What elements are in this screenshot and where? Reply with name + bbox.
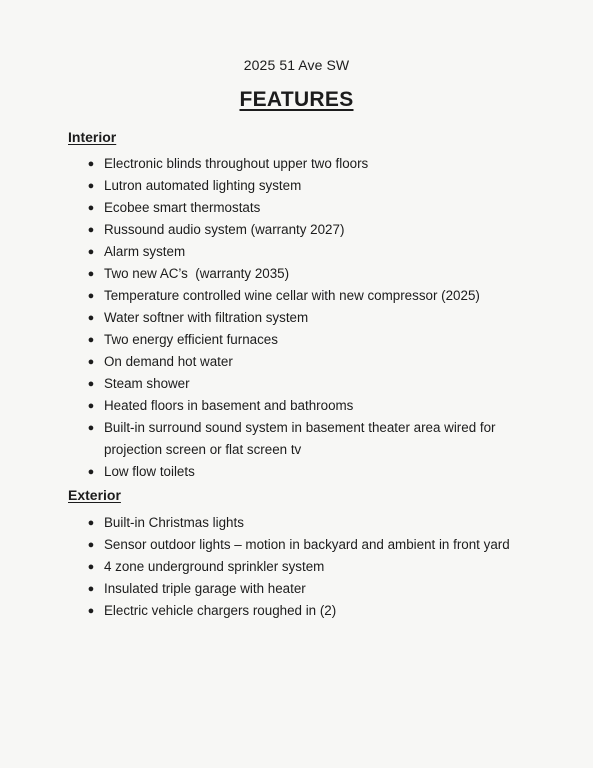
bullet-icon: ● xyxy=(87,378,95,390)
property-address: 2025 51 Ave SW xyxy=(243,57,350,73)
bullet-icon: ● xyxy=(87,517,95,529)
list-item: ● Lutron automated lighting system xyxy=(86,175,534,197)
bullet-icon: ● xyxy=(87,356,95,368)
bullet-icon: ● xyxy=(87,400,95,412)
list-item: ● Temperature controlled wine cellar with new compressor (2025) xyxy=(86,285,534,307)
list-item: ● Sensor outdoor lights – motion in backyard and ambient in front yard xyxy=(86,534,534,556)
bullet-icon: ● xyxy=(87,246,95,258)
bullet-icon: ● xyxy=(87,583,95,595)
bullet-icon: ● xyxy=(87,422,95,434)
interior-heading: Interior xyxy=(68,129,117,145)
exterior-heading: Exterior xyxy=(68,487,121,503)
bullet-icon: ● xyxy=(87,290,95,302)
list-item: ● Two new AC’s (warranty 2035) xyxy=(86,263,534,285)
list-item: ● Water softner with filtration system xyxy=(86,307,534,329)
bullet-icon: ● xyxy=(87,268,95,280)
list-item: ● Electric vehicle chargers roughed in (2) xyxy=(86,600,534,622)
list-item: ● Steam shower xyxy=(86,373,534,395)
bullet-icon: ● xyxy=(87,224,95,236)
page-title: FEATURES xyxy=(239,88,354,111)
exterior-list xyxy=(86,512,534,622)
bullet-icon: ● xyxy=(87,158,95,170)
bullet-icon: ● xyxy=(87,466,95,478)
list-item: ● Built-in Christmas lights xyxy=(86,512,534,534)
list-item: ● Alarm system xyxy=(86,241,534,263)
list-item: ● Low flow toilets xyxy=(86,461,534,483)
bullet-icon: ● xyxy=(87,202,95,214)
bullet-icon: ● xyxy=(87,605,95,617)
list-item: ● Two energy efficient furnaces xyxy=(86,329,534,351)
list-item: ● Heated floors in basement and bathrooms xyxy=(86,395,534,417)
bullet-icon: ● xyxy=(87,539,95,551)
list-item: ● Built-in surround sound system in basement theater area wired for projection screen or flat screen tv xyxy=(86,417,534,461)
bullet-icon: ● xyxy=(87,180,95,192)
list-item: ● Russound audio system (warranty 2027) xyxy=(86,219,534,241)
list-item: ● Ecobee smart thermostats xyxy=(86,197,534,219)
bullet-icon: ● xyxy=(87,334,95,346)
bullet-icon: ● xyxy=(87,312,95,324)
list-item: ● Insulated triple garage with heater xyxy=(86,578,534,600)
bullet-icon: ● xyxy=(87,561,95,573)
list-item: ● 4 zone underground sprinkler system xyxy=(86,556,534,578)
interior-list xyxy=(86,153,534,483)
list-item: ● Electronic blinds throughout upper two floors xyxy=(86,153,534,175)
list-item: ● On demand hot water xyxy=(86,351,534,373)
